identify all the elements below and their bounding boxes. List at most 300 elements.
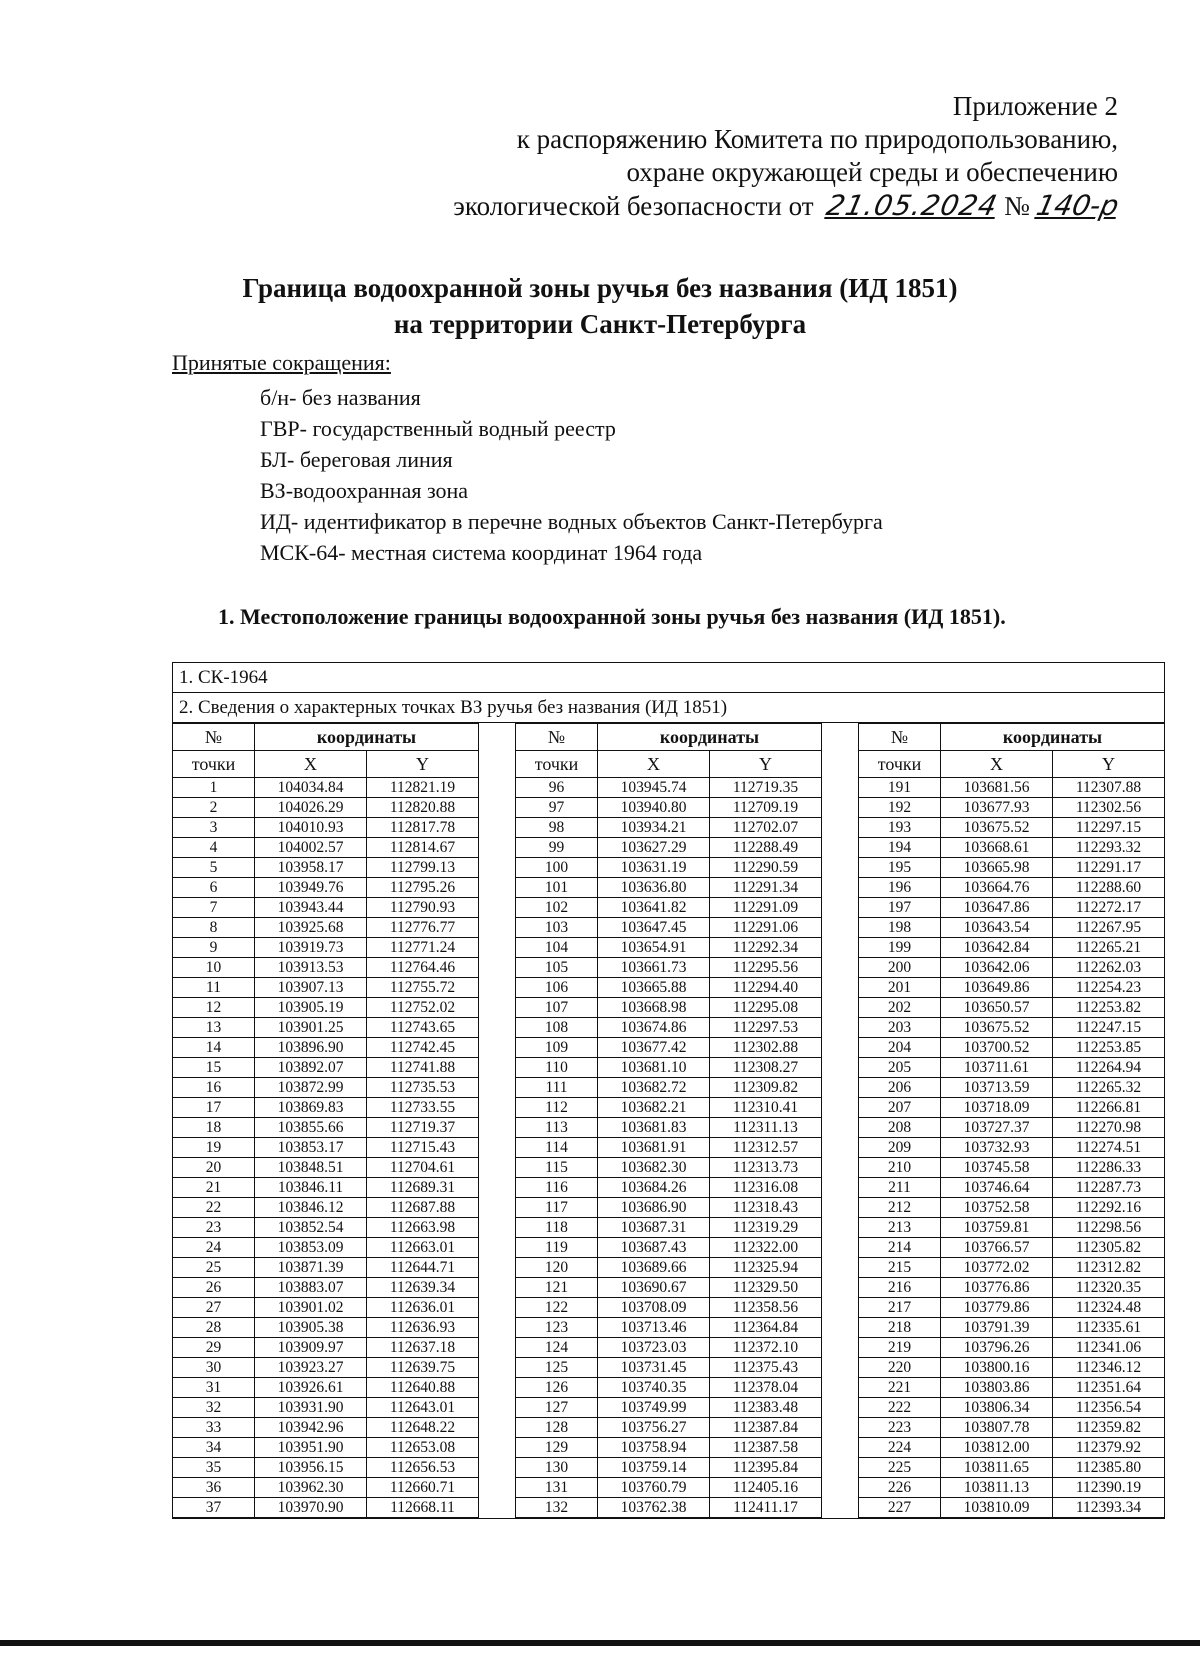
y-coordinate-cell: 112359.82 (1053, 1418, 1165, 1438)
table-row (859, 838, 1165, 858)
table-row (859, 1398, 1165, 1418)
y-header: Y (710, 751, 822, 778)
table-row (859, 858, 1165, 878)
x-coordinate-cell: 103811.65 (941, 1458, 1053, 1478)
point-number-cell: 191 (859, 778, 941, 798)
y-coordinate-cell: 112307.88 (1053, 778, 1165, 798)
point-number-cell: 216 (859, 1278, 941, 1298)
y-coordinate-cell: 112335.61 (1053, 1318, 1165, 1338)
y-coordinate-cell: 112372.10 (710, 1338, 822, 1358)
point-number-cell: 108 (516, 1018, 598, 1038)
table-row (859, 1458, 1165, 1478)
table-header-row (173, 724, 479, 751)
y-coordinate-cell: 112742.45 (367, 1038, 479, 1058)
point-number-cell: 123 (516, 1318, 598, 1338)
table-row (516, 1298, 822, 1318)
x-coordinate-cell: 103923.27 (255, 1358, 367, 1378)
y-coordinate-cell: 112387.84 (710, 1418, 822, 1438)
y-coordinate-cell: 112262.03 (1053, 958, 1165, 978)
x-coordinate-cell: 103745.58 (941, 1158, 1053, 1178)
y-coordinate-cell: 112295.08 (710, 998, 822, 1018)
table-row (173, 1338, 479, 1358)
table-row (173, 1478, 479, 1498)
x-coordinate-cell: 103811.13 (941, 1478, 1053, 1498)
table-row (516, 818, 822, 838)
table-header-row (859, 724, 1165, 751)
y-coordinate-cell: 112297.15 (1053, 818, 1165, 838)
appendix-date-line (453, 189, 1122, 223)
table-row (173, 1098, 479, 1118)
y-coordinate-cell: 112302.88 (710, 1038, 822, 1058)
y-coordinate-cell: 112719.37 (367, 1118, 479, 1138)
x-coordinate-cell: 103942.96 (255, 1418, 367, 1438)
table-row (173, 1238, 479, 1258)
table-row (516, 798, 822, 818)
y-coordinate-cell: 112741.88 (367, 1058, 479, 1078)
x-coordinate-cell: 103940.80 (598, 798, 710, 818)
x-coordinate-cell: 103970.90 (255, 1498, 367, 1518)
table-row (859, 938, 1165, 958)
x-coordinate-cell: 103682.30 (598, 1158, 710, 1178)
table-row (516, 1198, 822, 1218)
y-coordinate-cell: 112378.04 (710, 1378, 822, 1398)
point-number-cell: 102 (516, 898, 598, 918)
y-coordinate-cell: 112310.41 (710, 1098, 822, 1118)
table-row (516, 998, 822, 1018)
table-row (516, 1418, 822, 1438)
x-header: X (941, 751, 1053, 778)
point-number-cell: 203 (859, 1018, 941, 1038)
y-coordinate-cell: 112302.56 (1053, 798, 1165, 818)
x-coordinate-cell: 103853.17 (255, 1138, 367, 1158)
y-coordinate-cell: 112319.29 (710, 1218, 822, 1238)
table-row (859, 1358, 1165, 1378)
abbreviation-item: МСК-64- местная система координат 1964 года (260, 540, 703, 565)
x-coordinate-cell: 103665.88 (598, 978, 710, 998)
point-label-header: точки (859, 751, 941, 778)
coordinates-table (858, 723, 1165, 1518)
y-coordinate-cell: 112325.94 (710, 1258, 822, 1278)
x-coordinate-cell: 103636.80 (598, 878, 710, 898)
table-row (859, 1158, 1165, 1178)
point-number-cell: 36 (173, 1478, 255, 1498)
table-row (516, 1018, 822, 1038)
point-number-cell: 11 (173, 978, 255, 998)
x-coordinate-cell: 103958.17 (255, 858, 367, 878)
y-coordinate-cell: 112288.49 (710, 838, 822, 858)
table-row (516, 1258, 822, 1278)
point-number-cell: 24 (173, 1238, 255, 1258)
table-row (516, 978, 822, 998)
table-row (173, 978, 479, 998)
y-coordinate-cell: 112735.53 (367, 1078, 479, 1098)
y-coordinate-cell: 112265.32 (1053, 1078, 1165, 1098)
x-coordinate-cell: 103772.02 (941, 1258, 1053, 1278)
table-row (173, 1278, 479, 1298)
y-coordinate-cell: 112266.81 (1053, 1098, 1165, 1118)
point-number-cell: 205 (859, 1058, 941, 1078)
coordinate-system-caption: 1. СК-1964 (173, 663, 1164, 693)
point-number-cell: 206 (859, 1078, 941, 1098)
y-coordinate-cell: 112795.26 (367, 878, 479, 898)
y-coordinate-cell: 112814.67 (367, 838, 479, 858)
table-row (859, 778, 1165, 798)
y-coordinate-cell: 112295.56 (710, 958, 822, 978)
x-coordinate-cell: 103759.14 (598, 1458, 710, 1478)
x-coordinate-cell: 103796.26 (941, 1338, 1053, 1358)
point-label-header: точки (516, 751, 598, 778)
y-coordinate-cell: 112689.31 (367, 1178, 479, 1198)
point-number-cell: 223 (859, 1418, 941, 1438)
point-number-cell: 4 (173, 838, 255, 858)
x-coordinate-cell: 103872.99 (255, 1078, 367, 1098)
y-coordinate-cell: 112364.84 (710, 1318, 822, 1338)
x-coordinate-cell: 103901.25 (255, 1018, 367, 1038)
x-coordinate-cell: 103675.52 (941, 1018, 1053, 1038)
table-header-row (173, 751, 479, 778)
x-coordinate-cell: 103926.61 (255, 1378, 367, 1398)
table-row (173, 1058, 479, 1078)
y-coordinate-cell: 112264.94 (1053, 1058, 1165, 1078)
y-coordinate-cell: 112715.43 (367, 1138, 479, 1158)
x-coordinate-cell: 103627.29 (598, 838, 710, 858)
y-coordinate-cell: 112395.84 (710, 1458, 822, 1478)
point-number-cell: 215 (859, 1258, 941, 1278)
point-number-cell: 194 (859, 838, 941, 858)
table-row (173, 918, 479, 938)
x-coordinate-cell: 103718.09 (941, 1098, 1053, 1118)
y-coordinate-cell: 112312.82 (1053, 1258, 1165, 1278)
point-number-cell: 97 (516, 798, 598, 818)
table-row (859, 1178, 1165, 1198)
point-number-cell: 35 (173, 1458, 255, 1478)
x-coordinate-cell: 103759.81 (941, 1218, 1053, 1238)
table-row (859, 1498, 1165, 1518)
y-coordinate-cell: 112320.35 (1053, 1278, 1165, 1298)
x-coordinate-cell: 103892.07 (255, 1058, 367, 1078)
y-coordinate-cell: 112799.13 (367, 858, 479, 878)
point-number-cell: 101 (516, 878, 598, 898)
table-row (516, 1398, 822, 1418)
y-header: Y (1053, 751, 1165, 778)
table-row (516, 1478, 822, 1498)
y-coordinate-cell: 112292.16 (1053, 1198, 1165, 1218)
table-row (859, 1478, 1165, 1498)
page-bottom-edge (0, 1640, 1200, 1646)
point-number-cell: 26 (173, 1278, 255, 1298)
x-coordinate-cell: 103766.57 (941, 1238, 1053, 1258)
point-number-cell: 5 (173, 858, 255, 878)
y-coordinate-cell: 112636.93 (367, 1318, 479, 1338)
x-coordinate-cell: 103654.91 (598, 938, 710, 958)
table-row (173, 1158, 479, 1178)
x-coordinate-cell: 103807.78 (941, 1418, 1053, 1438)
table-row (516, 1158, 822, 1178)
y-coordinate-cell: 112639.34 (367, 1278, 479, 1298)
x-coordinate-cell: 103677.93 (941, 798, 1053, 818)
y-coordinate-cell: 112311.13 (710, 1118, 822, 1138)
table-row (173, 1398, 479, 1418)
x-coordinate-cell: 103762.38 (598, 1498, 710, 1518)
point-number-cell: 209 (859, 1138, 941, 1158)
y-coordinate-cell: 112771.24 (367, 938, 479, 958)
point-number-cell: 217 (859, 1298, 941, 1318)
point-number-cell: 221 (859, 1378, 941, 1398)
y-header: Y (367, 751, 479, 778)
point-number-cell: 32 (173, 1398, 255, 1418)
point-number-cell: 100 (516, 858, 598, 878)
x-coordinate-cell: 103943.44 (255, 898, 367, 918)
table-row (173, 818, 479, 838)
point-number-cell: 34 (173, 1438, 255, 1458)
x-coordinate-cell: 103934.21 (598, 818, 710, 838)
table-row (173, 1138, 479, 1158)
x-coordinate-cell: 103951.90 (255, 1438, 367, 1458)
point-number-cell: 213 (859, 1218, 941, 1238)
point-number-cell: 195 (859, 858, 941, 878)
coordinates-header: координаты (598, 724, 822, 751)
point-number-cell: 199 (859, 938, 941, 958)
table-row (516, 1498, 822, 1518)
y-coordinate-cell: 112291.09 (710, 898, 822, 918)
point-number-cell: 29 (173, 1338, 255, 1358)
x-coordinate-cell: 103919.73 (255, 938, 367, 958)
point-number-cell: 201 (859, 978, 941, 998)
table-row (516, 1138, 822, 1158)
y-coordinate-cell: 112790.93 (367, 898, 479, 918)
x-coordinate-cell: 103664.76 (941, 878, 1053, 898)
point-number-cell: 110 (516, 1058, 598, 1078)
table-row (173, 1178, 479, 1198)
y-coordinate-cell: 112316.08 (710, 1178, 822, 1198)
y-coordinate-cell: 112821.19 (367, 778, 479, 798)
x-coordinate-cell: 103650.57 (941, 998, 1053, 1018)
table-row (173, 838, 479, 858)
y-coordinate-cell: 112687.88 (367, 1198, 479, 1218)
y-coordinate-cell: 112292.34 (710, 938, 822, 958)
table-row (859, 998, 1165, 1018)
point-number-cell: 131 (516, 1478, 598, 1498)
x-coordinate-cell: 103749.99 (598, 1398, 710, 1418)
point-number-cell: 224 (859, 1438, 941, 1458)
y-coordinate-cell: 112719.35 (710, 778, 822, 798)
y-coordinate-cell: 112322.00 (710, 1238, 822, 1258)
point-number-cell: 198 (859, 918, 941, 938)
point-number-cell: 113 (516, 1118, 598, 1138)
y-coordinate-cell: 112288.60 (1053, 878, 1165, 898)
table-row (859, 1438, 1165, 1458)
table-row (173, 1498, 479, 1518)
point-number-cell: 18 (173, 1118, 255, 1138)
x-coordinate-cell: 103909.97 (255, 1338, 367, 1358)
y-coordinate-cell: 112294.40 (710, 978, 822, 998)
point-number-cell: 105 (516, 958, 598, 978)
table-row (516, 858, 822, 878)
y-coordinate-cell: 112776.77 (367, 918, 479, 938)
number-sign: № (1004, 191, 1030, 221)
point-number-cell: 109 (516, 1038, 598, 1058)
table-header-row (859, 751, 1165, 778)
x-coordinate-cell: 103913.53 (255, 958, 367, 978)
y-coordinate-cell: 112293.32 (1053, 838, 1165, 858)
y-coordinate-cell: 112375.43 (710, 1358, 822, 1378)
point-number-cell: 196 (859, 878, 941, 898)
table-row (516, 838, 822, 858)
y-coordinate-cell: 112358.56 (710, 1298, 822, 1318)
point-number-cell: 23 (173, 1218, 255, 1238)
y-coordinate-cell: 112379.92 (1053, 1438, 1165, 1458)
x-coordinate-cell: 103681.83 (598, 1118, 710, 1138)
y-coordinate-cell: 112820.88 (367, 798, 479, 818)
x-coordinate-cell: 103806.34 (941, 1398, 1053, 1418)
abbreviation-item: б/н- без названия (260, 385, 421, 410)
x-coordinate-cell: 103756.27 (598, 1418, 710, 1438)
table-row (516, 1038, 822, 1058)
table-row (516, 938, 822, 958)
table-row (516, 778, 822, 798)
x-coordinate-cell: 103681.91 (598, 1138, 710, 1158)
y-coordinate-cell: 112663.98 (367, 1218, 479, 1238)
y-coordinate-cell: 112254.23 (1053, 978, 1165, 998)
abbreviation-item: ИД- идентификатор в перечне водных объектов Санкт-Петербурга (260, 509, 883, 534)
abbreviation-item: ГВР- государственный водный реестр (260, 416, 616, 441)
y-coordinate-cell: 112390.19 (1053, 1478, 1165, 1498)
table-row (859, 918, 1165, 938)
point-number-cell: 220 (859, 1358, 941, 1378)
table-row (173, 1458, 479, 1478)
x-header: X (255, 751, 367, 778)
x-coordinate-cell: 103649.86 (941, 978, 1053, 998)
y-coordinate-cell: 112764.46 (367, 958, 479, 978)
point-number-cell: 117 (516, 1198, 598, 1218)
x-coordinate-cell: 103907.13 (255, 978, 367, 998)
x-coordinate-cell: 103711.61 (941, 1058, 1053, 1078)
point-number-cell: 226 (859, 1478, 941, 1498)
point-number-cell: 3 (173, 818, 255, 838)
y-coordinate-cell: 112274.51 (1053, 1138, 1165, 1158)
point-number-cell: 125 (516, 1358, 598, 1378)
x-coordinate-cell: 103945.74 (598, 778, 710, 798)
table-row (859, 1058, 1165, 1078)
y-coordinate-cell: 112297.53 (710, 1018, 822, 1038)
x-coordinate-cell: 103731.45 (598, 1358, 710, 1378)
y-coordinate-cell: 112385.80 (1053, 1458, 1165, 1478)
point-number-cell: 129 (516, 1438, 598, 1458)
point-number-cell: 218 (859, 1318, 941, 1338)
y-coordinate-cell: 112253.82 (1053, 998, 1165, 1018)
point-number-cell: 7 (173, 898, 255, 918)
table-row (859, 978, 1165, 998)
x-coordinate-cell: 103846.12 (255, 1198, 367, 1218)
x-coordinate-cell: 103740.35 (598, 1378, 710, 1398)
y-coordinate-cell: 112267.95 (1053, 918, 1165, 938)
x-coordinate-cell: 103682.72 (598, 1078, 710, 1098)
abbreviation-item: БЛ- береговая линия (260, 447, 453, 472)
point-number-cell: 112 (516, 1098, 598, 1118)
point-number-cell: 27 (173, 1298, 255, 1318)
y-coordinate-cell: 112305.82 (1053, 1238, 1165, 1258)
table-row (859, 1198, 1165, 1218)
table-row (859, 1018, 1165, 1038)
x-coordinate-cell: 103668.98 (598, 998, 710, 1018)
x-coordinate-cell: 104034.84 (255, 778, 367, 798)
x-coordinate-cell: 103665.98 (941, 858, 1053, 878)
x-coordinate-cell: 103684.26 (598, 1178, 710, 1198)
point-number-cell: 222 (859, 1398, 941, 1418)
point-number-cell: 1 (173, 778, 255, 798)
table-row (859, 1338, 1165, 1358)
x-coordinate-cell: 103732.93 (941, 1138, 1053, 1158)
y-coordinate-cell: 112341.06 (1053, 1338, 1165, 1358)
table-row (173, 1078, 479, 1098)
coordinates-header: координаты (941, 724, 1165, 751)
table-row (516, 1178, 822, 1198)
x-coordinate-cell: 103956.15 (255, 1458, 367, 1478)
x-coordinate-cell: 103687.43 (598, 1238, 710, 1258)
point-number-cell: 21 (173, 1178, 255, 1198)
appendix-header (453, 90, 1122, 223)
point-number-cell: 31 (173, 1378, 255, 1398)
point-number-cell: 17 (173, 1098, 255, 1118)
point-number-cell: 214 (859, 1238, 941, 1258)
point-number-cell: 8 (173, 918, 255, 938)
point-number-cell: 115 (516, 1158, 598, 1178)
y-coordinate-cell: 112704.61 (367, 1158, 479, 1178)
point-number-cell: 96 (516, 778, 598, 798)
x-coordinate-cell: 103896.90 (255, 1038, 367, 1058)
table-row (516, 1098, 822, 1118)
table-row (859, 1038, 1165, 1058)
point-number-cell: 211 (859, 1178, 941, 1198)
y-coordinate-cell: 112287.73 (1053, 1178, 1165, 1198)
y-coordinate-cell: 112639.75 (367, 1358, 479, 1378)
table-row (173, 1258, 479, 1278)
coordinates-table (172, 723, 479, 1518)
x-coordinate-cell: 103871.39 (255, 1258, 367, 1278)
table-row (516, 1078, 822, 1098)
table-row (859, 1218, 1165, 1238)
x-coordinate-cell: 103675.52 (941, 818, 1053, 838)
table-row (173, 1038, 479, 1058)
point-number-cell: 28 (173, 1318, 255, 1338)
table-row (173, 1018, 479, 1038)
table-row (859, 898, 1165, 918)
y-coordinate-cell: 112346.12 (1053, 1358, 1165, 1378)
y-coordinate-cell: 112351.64 (1053, 1378, 1165, 1398)
table-row (173, 798, 479, 818)
table-row (516, 1358, 822, 1378)
x-coordinate-cell: 103752.58 (941, 1198, 1053, 1218)
table-header-row (516, 751, 822, 778)
x-coordinate-cell: 103677.42 (598, 1038, 710, 1058)
point-number-cell: 107 (516, 998, 598, 1018)
point-number-cell: 16 (173, 1078, 255, 1098)
y-coordinate-cell: 112743.65 (367, 1018, 479, 1038)
y-coordinate-cell: 112648.22 (367, 1418, 479, 1438)
appendix-number: Приложение 2 (952, 91, 1118, 121)
x-coordinate-cell: 103800.16 (941, 1358, 1053, 1378)
y-coordinate-cell: 112286.33 (1053, 1158, 1165, 1178)
point-number-cell: 37 (173, 1498, 255, 1518)
document-title (0, 270, 1200, 342)
x-coordinate-cell: 103700.52 (941, 1038, 1053, 1058)
table-row (173, 778, 479, 798)
x-coordinate-cell: 103682.21 (598, 1098, 710, 1118)
x-coordinate-cell: 103760.79 (598, 1478, 710, 1498)
section-heading: 1. Местоположение границы водоохранной зоны ручья без названия (ИД 1851). (218, 604, 1006, 629)
table-row (859, 1278, 1165, 1298)
x-coordinate-cell: 103708.09 (598, 1298, 710, 1318)
